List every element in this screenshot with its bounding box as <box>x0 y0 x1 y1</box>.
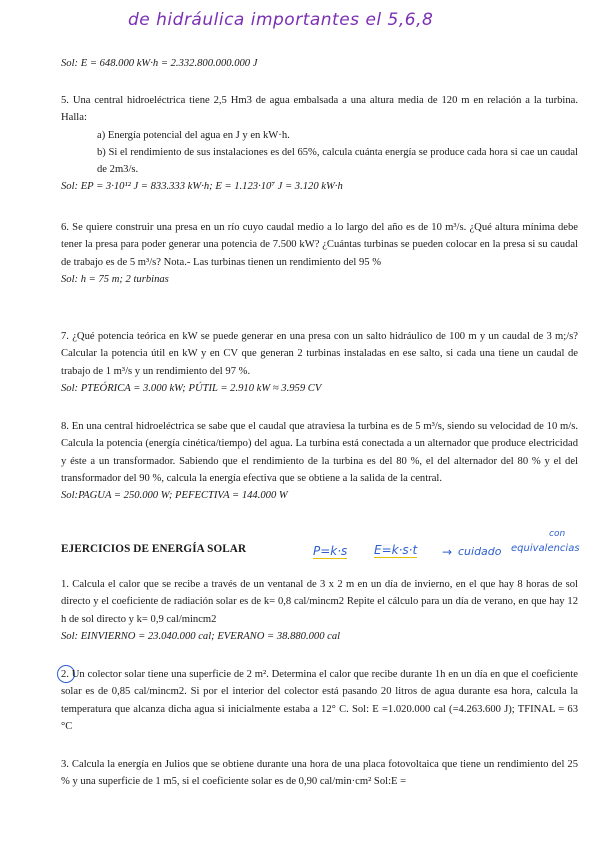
handwritten-arrow: → <box>442 545 453 559</box>
exercise-8 <box>61 418 578 504</box>
exercise-6-statement: 6. Se quiere construir una presa en un río cuyo caudal medio a lo largo del año es de 10 m³/s. ¿Qué altura mínima debe tener la presa para poder generar una potencia de 7.500 kW? ¿Cuántas turbinas se pueden colocar en la presa si su caudal de trabajo es de 5 m³/s? Nota.- Las turbinas tienen un rendimiento del 95 % <box>61 222 578 268</box>
exercise-5-part-b: b) Si el rendimiento de sus instalaciones es del 65%, calcula cuánta energía se produce cada hora si cae un caudal de 2m3/s. <box>97 146 578 176</box>
solar-exercise-1-solution: Sol: EINVIERNO = 23.040.000 cal; EVERANO = 38.880.000 cal <box>61 630 341 642</box>
exercise-6-solution: Sol: h = 75 m; 2 turbinas <box>61 273 169 285</box>
exercise-7-solution: Sol: PTEÓRICA = 3.000 kW; PÚTIL = 2.910 kW ≈ 3.959 CV <box>61 382 322 394</box>
solar-exercise-2 <box>61 666 578 735</box>
handwritten-note-equivalencias: equivalencias <box>511 543 580 554</box>
exercise-5-solution: Sol: EP = 3·10¹² J = 833.333 kW·h; E = 1.123·10⁷ J = 3.120 kW·h <box>61 181 343 193</box>
handwritten-formula-energy: E=k·s·t <box>374 543 418 557</box>
solar-exercise-1-statement: 1. Calcula el calor que se recibe a través de un ventanal de 3 x 2 m en un día de invierno, en el que hay 8 horas de sol directo y el coeficiente de radiación solar es de k= 0,8 cal/mincm2 Repite el cálculo para un día de verano, en que hay 12 h de sol directo y k= 0,9 cal/mincm2 <box>61 579 578 625</box>
handwritten-top-note: de hidráulica importantes el 5,6,8 <box>128 10 434 30</box>
exercise-7-statement: 7. ¿Qué potencia teórica en kW se puede generar en una presa con un salto hidráulico de 100 m y un caudal de 3 m;/s? Calcular la potencia útil en kW y en CV que generan 2 turbinas instaladas en ese salto, si cada una tiene un caudal de trabajo de 1 m³/s y un rendimiento del 97 %. <box>61 331 578 377</box>
sol-previous-exercise: Sol: E = 648.000 kW·h = 2.332.800.000.000 J <box>61 58 258 69</box>
exercise-7 <box>61 328 578 397</box>
exercise-5 <box>61 92 578 196</box>
exercise-5-statement: 5. Una central hidroeléctrica tiene 2,5 Hm3 de agua embalsada a una altura media de 120 m en relación a la turbina. Halla: <box>61 95 578 124</box>
solar-exercise-1 <box>61 576 578 645</box>
exercise-6 <box>61 219 578 288</box>
exercise-5-part-a: a) Energía potencial del agua en J y en kW·h. <box>97 129 290 141</box>
solar-exercise-3-statement: 3. Calcula la energía en Julios que se obtiene durante una hora de una placa fotovoltaica que tiene un rendimiento del 25 % y una superficie de 1 m5, si el coeficiente solar es de 0,90 cal/min·cm² Sol:E = <box>61 759 578 788</box>
solar-exercise-2-statement: 2. Un colector solar tiene una superficie de 2 m². Determina el calor que recibe durante 1h en un día en que el coeficiente solar es de 0,85 cal/mincm2. Si por el interior del colector está pasando 20 litros de agua durante esa hora, calcula la temperatura que alcanza dicha agua si inicialmente estaba a 12° C. Sol: E =1.020.000 cal (=4.263.600 J); TFINAL = 63 °C <box>61 669 578 732</box>
solar-section-heading: EJERCICIOS DE ENERGÍA SOLAR <box>61 543 247 555</box>
exercise-8-statement: 8. En una central hidroeléctrica se sabe que el caudal que atraviesa la turbina es de 5 m³/s, siendo su velocidad de 10 m/s. Calcula la potencia (energía cinética/tiempo) del agua. La turbina está conectada a un alternador que produce electricidad y éste a un transformador. Sabiendo que el rendimiento de la turbina es del 80 %, el del alternador del 80 % y el del transformador del 90 %, calcula la energía efectiva que se obtiene a la salida de la central. <box>61 421 578 484</box>
exercise-8-solution: Sol:PAGUA = 250.000 W; PEFECTIVA = 144.000 W <box>61 490 288 502</box>
handwritten-formula-power: P=k·s <box>313 544 348 558</box>
handwritten-note-con: con <box>549 529 566 539</box>
solar-exercise-3 <box>61 756 578 791</box>
handwritten-note-careful: cuidado <box>458 545 502 558</box>
